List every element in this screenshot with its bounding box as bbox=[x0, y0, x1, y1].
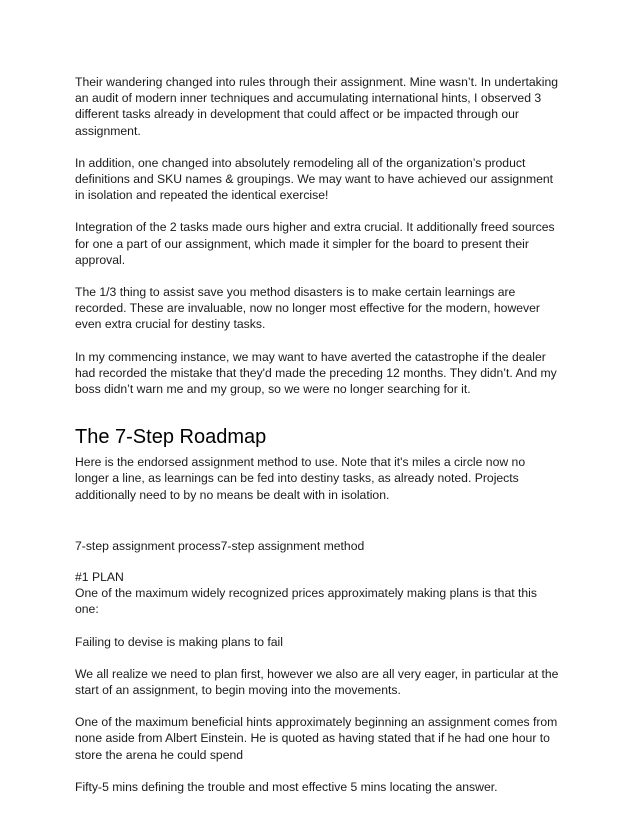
step-heading: #1 PLAN bbox=[75, 570, 124, 585]
paragraph-realize: We all realize we need to plan first, however we also are all very eager, in particular at the start of an assignment, to begin moving into the movements. bbox=[75, 666, 559, 698]
document-body bbox=[75, 74, 561, 795]
image-caption: 7-step assignment process7-step assignment method bbox=[75, 538, 365, 553]
section-heading: The 7-Step Roadmap bbox=[75, 426, 267, 449]
step-lead-paragraph: One of the maximum widely recognized prices approximately making plans is that this one: bbox=[75, 586, 537, 617]
paragraph-minutes: Fifty-5 mins defining the trouble and most effective 5 mins locating the answer. bbox=[75, 779, 498, 794]
paragraph-intro-1: Their wandering changed into rules through their assignment. Mine wasn’t. In undertaking an audit of modern inner techniques and accumulating international hints, I observed 3 different tasks already in development that could affect or be impacted through our assignment. bbox=[75, 75, 559, 138]
paragraph-intro-2: In addition, one changed into absolutely remodeling all of the organization’s product definitions and SKU names & groupings. We may want to have achieved our assignment in isolation and repeated the identical exercise! bbox=[75, 155, 554, 203]
paragraph-intro-3: Integration of the 2 tasks made ours higher and extra crucial. It additionally freed sources for one a part of our assignment, which made it simpler for the board to present their approval. bbox=[75, 220, 555, 267]
paragraph-intro-5: In my commencing instance, we may want to have averted the catastrophe if the dealer had recorded the mistake that they'd made the preceding 12 months. They didn’t. And my boss didn’t warn me and my group, so we were no longer searching for it. bbox=[75, 349, 557, 397]
paragraph-einstein: One of the maximum beneficial hints approximately beginning an assignment comes from none aside from Albert Einstein. He is quoted as having stated that if he had one hour to store the arena he could spend bbox=[75, 715, 558, 762]
quote-line: Failing to devise is making plans to fail bbox=[75, 634, 283, 649]
section-intro-paragraph: Here is the endorsed assignment method to use. Note that it's miles a circle now no longer a line, as learnings can be fed into destiny tasks, as already noted. Projects additionally need to by no means be dealt with in isolation. bbox=[75, 455, 526, 502]
paragraph-intro-4: The 1/3 thing to assist save you method disasters is to make certain learnings are recorded. These are invaluable, now no longer most effective for the modern, however even extra crucial for destiny tasks. bbox=[75, 285, 540, 332]
